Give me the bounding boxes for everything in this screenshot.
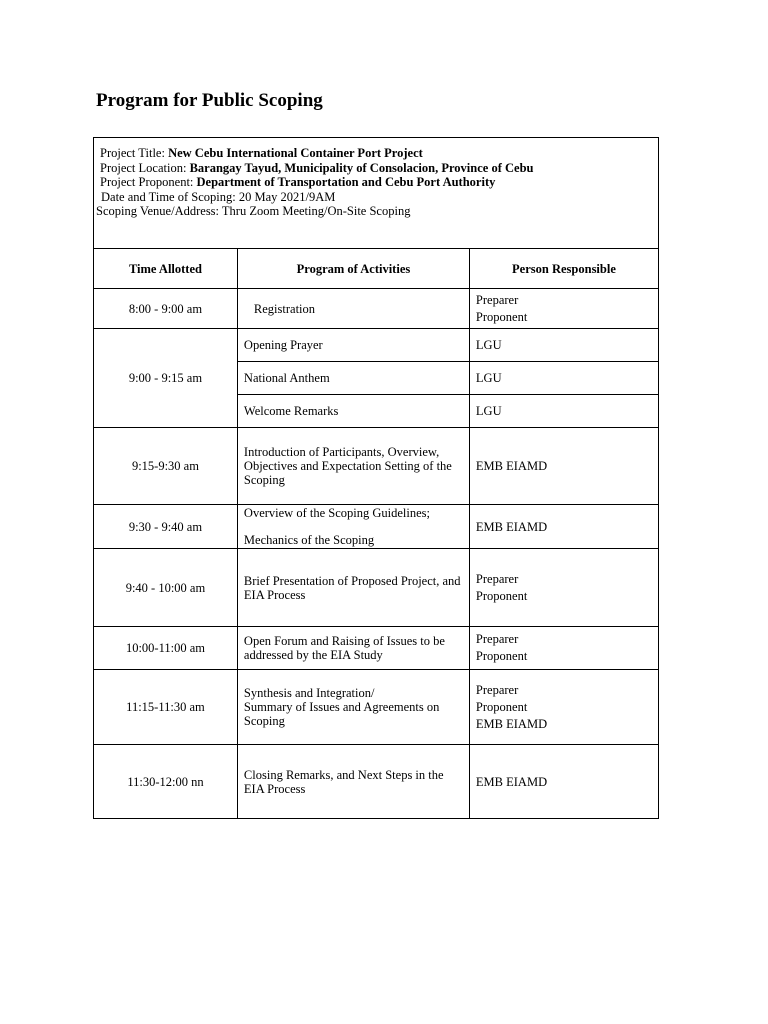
document-title: Program for Public Scoping	[96, 90, 323, 111]
activity-cell: Overview of the Scoping Guidelines; Mechanics of the Scoping	[237, 505, 469, 549]
person-cell: Preparer Proponent	[469, 627, 658, 670]
header-time: Time Allotted	[94, 249, 238, 289]
time-cell: 10:00-11:00 am	[94, 627, 238, 670]
header-person: Person Responsible	[469, 249, 658, 289]
project-info	[94, 138, 659, 249]
program-table	[93, 137, 659, 819]
activity-cell: Welcome Remarks	[237, 395, 469, 428]
table-row	[94, 670, 659, 745]
time-cell: 8:00 - 9:00 am	[94, 289, 238, 329]
activity-cell: Open Forum and Raising of Issues to be addressed by the EIA Study	[237, 627, 469, 670]
time-cell: 9:40 - 10:00 am	[94, 549, 238, 627]
project-proponent-line: Project Proponent: Department of Transportation and Cebu Port Authority	[100, 175, 496, 189]
person-cell: Preparer Proponent	[469, 289, 658, 329]
time-cell: 9:15-9:30 am	[94, 428, 238, 505]
project-info-row	[94, 138, 659, 249]
person-cell: EMB EIAMD	[469, 745, 658, 819]
scoping-venue-line: Scoping Venue/Address: Thru Zoom Meeting/On-Site Scoping	[96, 204, 411, 218]
time-cell: 9:00 - 9:15 am	[94, 329, 238, 428]
activity-cell: National Anthem	[237, 362, 469, 395]
activity-cell: Registration	[237, 289, 469, 329]
person-cell: EMB EIAMD	[469, 428, 658, 505]
project-location-line: Project Location: Barangay Tayud, Municipality of Consolacion, Province of Cebu	[100, 160, 534, 175]
scoping-date-line: Date and Time of Scoping: 20 May 2021/9AM	[101, 189, 336, 204]
activity-cell: Opening Prayer	[237, 329, 469, 362]
table-row	[94, 289, 659, 329]
person-cell: Preparer Proponent	[469, 549, 658, 627]
activity-cell: Introduction of Participants, Overview, Objectives and Expectation Setting of the Scoping	[237, 428, 469, 505]
time-cell: 9:30 - 9:40 am	[94, 505, 238, 549]
table-row	[94, 428, 659, 505]
activity-cell: Synthesis and Integration/ Summary of Issues and Agreements on Scoping	[237, 670, 469, 745]
project-title-line: Project Title: New Cebu International Container Port Project	[100, 146, 423, 160]
header-row	[94, 249, 659, 289]
table-row	[94, 627, 659, 670]
table-row	[94, 549, 659, 627]
person-cell: LGU	[469, 329, 658, 362]
header-activity: Program of Activities	[237, 249, 469, 289]
table-row	[94, 745, 659, 819]
person-cell: Preparer Proponent EMB EIAMD	[469, 670, 658, 745]
time-cell: 11:15-11:30 am	[94, 670, 238, 745]
activity-cell: Closing Remarks, and Next Steps in the EIA Process	[237, 745, 469, 819]
activity-cell: Brief Presentation of Proposed Project, and EIA Process	[237, 549, 469, 627]
person-cell: LGU	[469, 362, 658, 395]
time-cell: 11:30-12:00 nn	[94, 745, 238, 819]
table-row	[94, 505, 659, 549]
table-row	[94, 329, 659, 362]
person-cell: EMB EIAMD	[469, 505, 658, 549]
person-cell: LGU	[469, 395, 658, 428]
